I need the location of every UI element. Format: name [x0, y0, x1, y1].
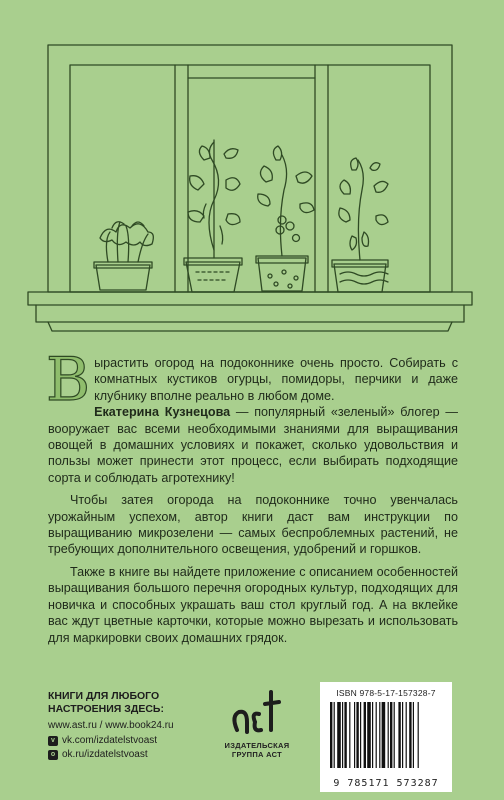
parsley-pot	[94, 222, 153, 290]
barcode-bar	[406, 702, 407, 768]
paragraph-1-text: ырастить огород на подоконнике очень просто. Собирать с комнатных кустиков огурцы, помидоры, перчики и даже клубнику вполне реально в любом доме.	[94, 356, 458, 403]
barcode-bar	[337, 702, 341, 768]
book-description	[46, 345, 458, 652]
barcode-bar	[418, 702, 419, 768]
barcode-bar	[382, 702, 386, 768]
vk-link[interactable]	[48, 735, 208, 746]
paragraph-2: Чтобы затея огорода на подоконнике точно увенчалась урожайным успехом, автор книги даст вам инструкции по выращиванию микрозелени — самых беспроблемных растений, не требующих дополнительного освещения, удобрений и горшков.	[48, 493, 458, 557]
barcode-bar	[364, 702, 366, 768]
window-sill	[28, 292, 472, 305]
publisher-heading-1: КНИГИ ДЛЯ ЛЮБОГО	[48, 690, 160, 702]
cucumber-pot	[184, 140, 242, 292]
barcode-bar	[349, 702, 350, 768]
author-name: Екатерина Кузнецова	[94, 405, 231, 420]
logo-caption-2: ГРУППА АСТ	[231, 750, 283, 759]
barcode-bar	[367, 702, 371, 768]
vk-link-text: vk.com/izdatelstvoast	[62, 735, 158, 746]
barcode-bar	[360, 702, 361, 768]
barcode-bar	[334, 702, 335, 768]
barcode-bar	[342, 702, 343, 768]
barcode-bar	[354, 702, 355, 768]
publisher-info	[48, 690, 208, 760]
barcode-bar	[330, 702, 332, 768]
tomato-pot	[256, 146, 314, 291]
window-frame	[48, 45, 452, 292]
isbn-barcode	[320, 682, 452, 792]
ok-link[interactable]	[48, 749, 208, 760]
barcode-bar	[376, 702, 377, 768]
barcode-bar	[344, 702, 346, 768]
barcode-bar	[372, 702, 373, 768]
paragraph-1-tail: — популярный «зеленый» блогер — вооружает вас всеми необходимыми знаниями для выращивания овощей в домашних условиях и покажет, сколько удовольствия и пользы может принести этот процесс, если выбирать подходящие сорта и соблюдать агротехнику!	[48, 405, 458, 485]
logo-caption-1: ИЗДАТЕЛЬСКАЯ	[224, 741, 290, 750]
barcode-bar	[413, 702, 414, 768]
barcode-bar	[409, 702, 411, 768]
pepper-pot	[332, 158, 388, 292]
barcode-digits: 9 785171 573287	[333, 778, 439, 789]
paragraph-3: Также в книге вы найдете приложение с описанием особенностей выращивания большого перечня огородных культур, подходящих для новичка и способных украшать ваш стол круглый год. А на вклейке вас ждут цветные карточки, которые можно вырезать и использовать для маркировки своих домашних грядок.	[48, 564, 458, 645]
barcode-bar	[388, 702, 389, 768]
barcode-bar	[356, 702, 358, 768]
barcode-bar	[398, 702, 400, 768]
ast-logo	[222, 682, 292, 759]
ok-link-text: ok.ru/izdatelstvoast	[62, 749, 148, 760]
ast-logo-mark	[227, 682, 287, 736]
barcode-bars	[320, 698, 452, 772]
barcode-bar	[379, 702, 380, 768]
isbn-number: ISBN 978-5-17-157328-7	[336, 688, 436, 698]
windowsill-illustration	[0, 0, 504, 345]
paragraph-1	[46, 345, 458, 486]
barcode-bar	[402, 702, 403, 768]
drop-cap: В	[46, 345, 91, 415]
publisher-websites[interactable]: www.ast.ru / www.book24.ru	[48, 720, 174, 731]
barcode-bar	[390, 702, 392, 768]
vk-icon: v	[48, 736, 58, 746]
ok-icon: o	[48, 750, 58, 760]
barcode-bar	[394, 702, 395, 768]
publisher-heading-2: НАСТРОЕНИЯ ЗДЕСЬ:	[48, 703, 164, 715]
